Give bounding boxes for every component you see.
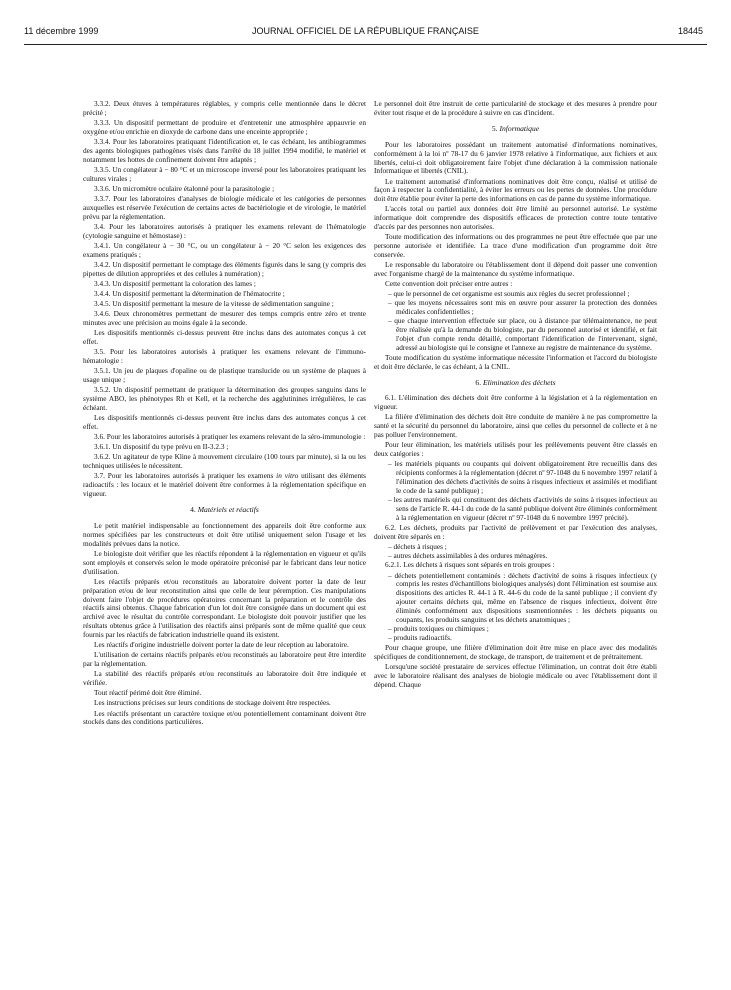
paragraph: Lorsqu'une société prestataire de services effectue l'élimination, un contrat doit être établi avec le laboratoire réalisant des analyses de biologie médicale ou avec l'établissement dont il dépend. Chaque: [374, 661, 657, 689]
paragraph: Le petit matériel indispensable au fonctionnement des appareils doit être conforme aux normes spécifiées par les constructeurs et doit être utilisé uniquement selon l'usage et les modalités prévues dans la notice.: [83, 520, 366, 548]
paragraph: L'utilisation de certains réactifs préparés et/ou reconstitués au laboratoire peut être interdite par la réglementation.: [83, 650, 366, 669]
section-title: Informatique: [499, 123, 540, 133]
paragraph: Tout réactif périmé doit être éliminé.: [94, 688, 202, 698]
paragraph: 3.4. Pour les laboratoires autorisés à pratiquer les examens relevant de l'hématologie (cytologie sanguine et hémostase) :: [83, 221, 366, 240]
text-span: 3.7. Pour les laboratoires autorisés à pratiquer les examens: [94, 471, 277, 481]
paragraph: La filière d'élimination des déchets doit être conduite de manière à ne pas compromettre la santé et la sécurité du personnel du laboratoire, ainsi que celles du personnel de collecte et à ne pas polluer l'environnement.: [374, 412, 657, 440]
paragraph: 3.3.6. Un micromètre oculaire étalonné pour la parasitologie ;: [94, 183, 275, 193]
paragraph: Toute modification du système informatique nécessite l'information et l'accord du biologiste et doit être déclarée, le cas échéant, à la CNIL.: [374, 352, 657, 371]
paragraph: 3.6.2. Un agitateur de type Kline à mouvement circulaire (100 tours par minute), si la ou les techniques utilisées le nécessitent.: [83, 452, 366, 471]
right-column: [374, 100, 657, 691]
list-item: – produits radioactifs.: [374, 634, 657, 643]
paragraph: Le personnel doit être instruit de cette particularité de stockage et des mesures à prendre pour éviter tout risque et de la procédure à suivre en cas d'incident.: [374, 99, 657, 117]
paragraph: Les dispositifs mentionnés ci-dessus peuvent être inclus dans des automates conçus à cet effet.: [83, 413, 366, 431]
section-heading-informatique: [374, 125, 657, 134]
header-page-number: 18445: [677, 26, 703, 36]
paragraph: 3.4.2. Un dispositif permettant le comptage des éléments figurés dans le sang (y compris des pipettes de dilution appropriées et des cellules à numération) ;: [83, 259, 366, 278]
paragraph: Toute modification des informations ou des programmes ne peut être effectuée que par une personne autorisée et identifiée. La trace d'une modification d'un programme doit être conservée.: [374, 232, 657, 260]
list-item: – autres déchets assimilables à des ordures ménagères.: [374, 552, 657, 561]
list-item: – que chaque intervention effectuée sur place, ou à distance par télémaintenance, ne peut être réalisée qu'à la demande du biologiste, par du personnel autorisé et identifié, et fait l'objet d'un compte rendu détaillé, comportant l'identification de l'intervenant, signé, adressé au biologiste qui le consigne et l'annexe au registre de maintenance du système.: [374, 317, 657, 353]
list-item: – que les moyens nécessaires sont mis en œuvre pour assurer la protection des données médicales confidentielles ;: [374, 299, 657, 317]
paragraph: Pour les laboratoires possédant un traitement automatisé d'informations nominatives, conformément à la loi nº 78-17 du 6 janvier 1978 relative à l'informatique, aux fichiers et aux libertés, celui-ci doit obligatoirement faire l'objet d'une déclaration à la commission nationale Informatique et libertés (CNIL).: [374, 139, 657, 176]
list-item: – produits toxiques ou chimiques ;: [374, 625, 657, 634]
paragraph: 6.2.1. Les déchets à risques sont séparés en trois groupes :: [385, 560, 555, 570]
list-item: – déchets potentiellement contaminés : déchets d'activité de soins à risques infectieux (y compris les restes d'échantillons biologiques analysés) dont l'élimination est soumise aux dispositions des articles R. 44-1 à R. 44-6 du code de la santé publique ; il convient d'y ajouter certains déchets qui, même en l'absence de risques infectieux, doivent être éliminés conformément aux dispositions susmentionnées : les déchets piquants ou coupants, les produits sanguins et les déchets anatomiques ;: [374, 572, 657, 625]
paragraph: 3.5.1. Un jeu de plaques d'opaline ou de plastique translucide ou un système de plaques à usage unique ;: [83, 366, 366, 385]
paragraph: Le traitement automatisé d'informations nominatives doit être conçu, réalisé et utilisé de façon à respecter la confidentialité, à éviter les erreurs ou les pertes de données. Une procédure doit être établie pour éviter la perte des informations en cas de panne du système informatique.: [374, 176, 657, 204]
paragraph: Cette convention doit préciser entre autres :: [385, 279, 513, 289]
paragraph: 3.3.2. Deux étuves à températures réglables, y compris celle mentionnée dans le décret précité ;: [83, 99, 366, 117]
section-title: Matériels et réactifs: [197, 505, 259, 514]
paragraph: 3.3.5. Un congélateur à − 80 °C et un microscope inversé pour les laboratoires pratiquant les cultures virales ;: [83, 164, 366, 183]
list-item: – les autres matériels qui constituent des déchets d'activités de soins à risques infectieux au sens de l'article R. 44-1 du code de la santé publique doivent être éliminés conformément à la réglementation en vigueur (décret nº 97-1048 du 6 novembre 1997 précité).: [374, 496, 657, 523]
paragraph: 3.3.4. Pour les laboratoires pratiquant l'identification et, le cas échéant, les antibiogrammes des agents biologiques pathogènes visés dans l'arrêté du 18 juillet 1994 modifié, le matériel et notamment les hottes de confinement doivent être adaptés ;: [83, 137, 366, 164]
paragraph: Le responsable du laboratoire ou l'établissement dont il dépend doit passer une convention avec l'organisme chargé de la maintenance du système informatique.: [374, 260, 657, 279]
paragraph: 3.4.1. Un congélateur à − 30 °C, ou un congélateur à − 20 °C selon les exigences des examens pratiqués ;: [83, 240, 366, 259]
list-item: – déchets à risques ;: [374, 543, 657, 552]
section-number: 6.: [475, 377, 484, 387]
paragraph: 3.5.2. Un dispositif permettant de pratiquer la détermination des groupes sanguins dans le système ABO, les phénotypes Rh et Kell, et la recherche des agglutinines irrégulières, le cas échéant.: [83, 385, 366, 412]
paragraph: Les réactifs présentant un caractère toxique et/ou potentiellement contaminant doivent être stockés dans des conditions particulières.: [83, 708, 366, 727]
paragraph: 3.6.1. Un dispositif du type prévu en II-3.2.3 ;: [94, 442, 229, 452]
paragraph: Les réactifs d'origine industrielle doivent porter la date de leur réception au laboratoire.: [94, 640, 349, 650]
section-number: 4.: [190, 505, 198, 514]
paragraph: 3.4.3. Un dispositif permettant la coloration des lames ;: [94, 278, 256, 288]
list: [374, 290, 657, 352]
paragraph: Les instructions précises sur leurs conditions de stockage doivent être respectées.: [94, 698, 331, 708]
paragraph: Le biologiste doit vérifier que les réactifs répondent à la réglementation en vigueur et qu'ils sont employés et conservés selon le mode opératoire préconisé par le fabricant dans leur notice d'utilisation.: [83, 548, 366, 576]
page-header: [24, 26, 707, 40]
italic-span: in vitro: [276, 471, 299, 481]
paragraph: Les dispositifs mentionnés ci-dessus peuvent être inclus dans des automates conçus à cet effet.: [83, 328, 366, 347]
paragraph: 3.5. Pour les laboratoires autorisés à pratiquer les examens relevant de l'immuno-hématologie :: [83, 347, 366, 366]
paragraph: 3.6. Pour les laboratoires autorisés à pratiquer les examens relevant de la séro-immunologie :: [94, 432, 366, 442]
list: [374, 460, 657, 522]
list-item: – que le personnel de cet organisme est soumis aux règles du secret professionnel ;: [374, 290, 657, 299]
paragraph: 3.3.7. Pour les laboratoires d'analyses de biologie médicale et les catégories de personnes auxquelles est réservée l'exécution de certains actes de bactériologie et de virologie, le matériel prévu par la réglementation.: [83, 194, 366, 221]
left-column: [83, 100, 366, 729]
paragraph: 3.3.3. Un dispositif permettant de produire et d'entretenir une atmosphère appauvrie en oxygène et/ou enrichie en dioxyde de carbone dans une enceinte appropriée ;: [83, 118, 366, 136]
paragraph-radioactive: [83, 472, 366, 499]
header-journal-title: JOURNAL OFFICIEL DE LA RÉPUBLIQUE FRANÇAISE: [252, 26, 479, 36]
section-title: Elimination des déchets: [483, 377, 556, 387]
section-number: 5.: [491, 123, 500, 133]
paragraph: Les réactifs préparés et/ou reconstitués au laboratoire doivent porter la date de leur préparation et/ou de leur reconstitution ainsi que celle de leur péremption. Ces manipulations doivent faire l'objet de procédures opératoires concernant la préparation et le contrôle des réactifs ainsi obtenus. Chaque fabrication d'un lot doit être consignée dans un document qui est archivé avec le résultat du contrôle correspondant. Le biologiste doit pouvoir justifier que les résultats obtenus grâce à l'utilisation des réactifs ainsi préparés sont de même qualité que ceux fournis par les réactifs de fabrication industrielle quand ils existent.: [83, 576, 366, 640]
paragraph: Pour leur élimination, les matériels utilisés pour les prélèvements peuvent être classés en deux catégories :: [374, 440, 657, 459]
paragraph: 3.4.6. Deux chronomètres permettant de mesurer des temps compris entre zéro et trente minutes avec une précision au moins égale à la seconde.: [83, 309, 366, 328]
paragraph: 3.4.5. Un dispositif permettant la mesure de la vitesse de sédimentation sanguine ;: [94, 299, 334, 309]
paragraph: La stabilité des réactifs préparés et/ou reconstitués au laboratoire doit être indiquée et vérifiée.: [83, 669, 366, 688]
section-heading-materiels: [83, 506, 366, 515]
header-date: 11 décembre 1999: [24, 26, 99, 36]
header-rule: [24, 44, 707, 45]
list: [374, 543, 657, 561]
paragraph: Pour chaque groupe, une filière d'élimination doit être mise en place avec des modalités spécifiques de conditionnement, de stockage, de transport, de traitement et de prétraitement.: [374, 642, 657, 661]
paragraph: 6.1. L'élimination des déchets doit être conforme à la législation et à la réglementation en vigueur.: [374, 393, 657, 412]
paragraph: 6.2. Les déchets, produits par l'activité de prélèvement et par l'exécution des analyses, doivent être séparés en :: [374, 522, 657, 541]
list: [374, 572, 657, 643]
list-item: – les matériels piquants ou coupants qui doivent obligatoirement être recueillis dans des récipients conformes à la réglementation (décret nº 97-1048 du 6 novembre 1997 relatif à l'élimination des déchets d'activités de soins à risques infectieux et assimilés et modifiant le code de la santé publique) ;: [374, 460, 657, 496]
text-span: utilisant des éléments radioactifs : les locaux et le matériel doivent être conformes à la réglementation spécifique en vigueur.: [83, 471, 366, 499]
paragraph: L'accès total ou partiel aux données doit être limité au personnel autorisé. Le système informatique doit comprendre des dispositifs efficaces de protection contre toute tentative d'accès par des personnes non autorisées.: [374, 204, 657, 232]
paragraph: 3.4.4. Un dispositif permettant la détermination de l'hématocrite ;: [94, 289, 285, 298]
section-heading-dechets: [374, 379, 657, 388]
